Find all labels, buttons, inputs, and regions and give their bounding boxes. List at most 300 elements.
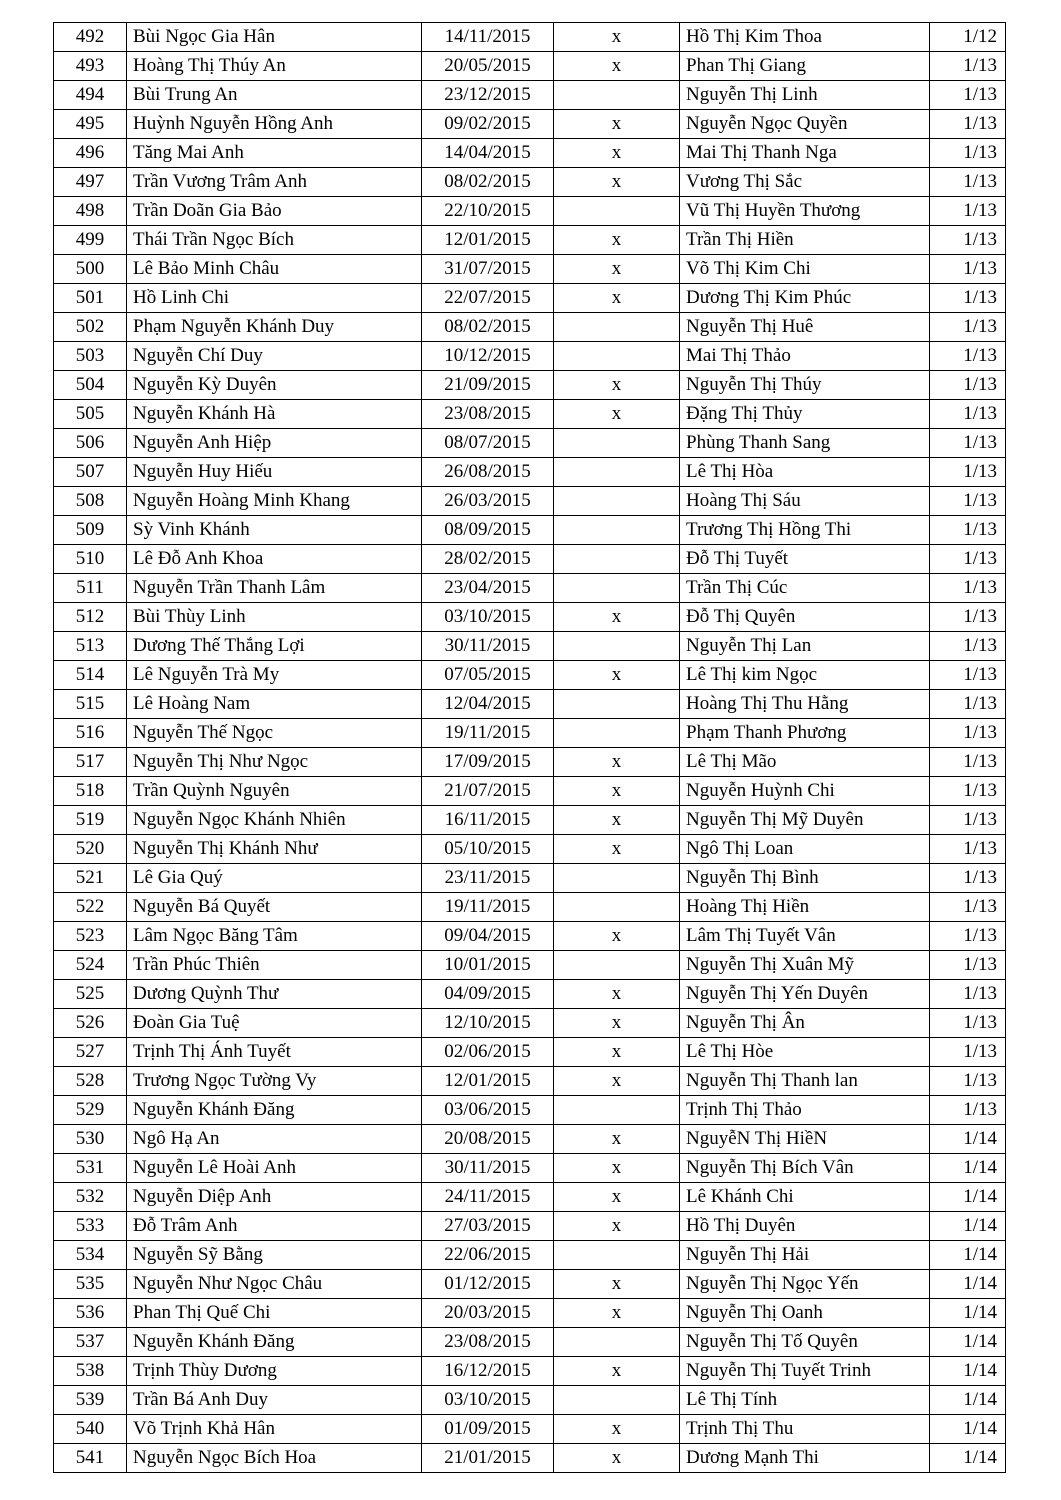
table-row	[54, 748, 1006, 777]
class-code: 1/13	[930, 139, 1006, 168]
student-name: Trần Vương Trâm Anh	[127, 168, 422, 197]
female-mark	[554, 1386, 680, 1415]
birth-date: 03/10/2015	[422, 603, 554, 632]
row-number: 499	[54, 226, 127, 255]
birth-date: 27/03/2015	[422, 1212, 554, 1241]
class-code: 1/14	[930, 1241, 1006, 1270]
row-number: 526	[54, 1009, 127, 1038]
female-mark: x	[554, 110, 680, 139]
class-code: 1/13	[930, 545, 1006, 574]
row-number: 493	[54, 52, 127, 81]
parent-name: Phạm Thanh Phương	[680, 719, 930, 748]
parent-name: Trần Thị Hiền	[680, 226, 930, 255]
birth-date: 03/10/2015	[422, 1386, 554, 1415]
parent-name: Hoàng Thị Hiền	[680, 893, 930, 922]
birth-date: 22/10/2015	[422, 197, 554, 226]
birth-date: 19/11/2015	[422, 719, 554, 748]
table-row	[54, 980, 1006, 1009]
student-name: Tăng Mai Anh	[127, 139, 422, 168]
parent-name: Lê Thị Mão	[680, 748, 930, 777]
class-code: 1/13	[930, 603, 1006, 632]
birth-date: 09/02/2015	[422, 110, 554, 139]
class-code: 1/13	[930, 690, 1006, 719]
parent-name: Đặng Thị Thủy	[680, 400, 930, 429]
student-name: Nguyễn Trần Thanh Lâm	[127, 574, 422, 603]
birth-date: 07/05/2015	[422, 661, 554, 690]
parent-name: Nguyễn Thị Tuyết Trinh	[680, 1357, 930, 1386]
female-mark: x	[554, 748, 680, 777]
female-mark: x	[554, 1125, 680, 1154]
student-name: Nguyễn Như Ngọc Châu	[127, 1270, 422, 1299]
female-mark: x	[554, 777, 680, 806]
parent-name: Vũ Thị Huyền Thương	[680, 197, 930, 226]
row-number: 513	[54, 632, 127, 661]
class-code: 1/14	[930, 1357, 1006, 1386]
student-list-sheet	[53, 22, 1005, 1473]
table-row	[54, 1009, 1006, 1038]
female-mark	[554, 864, 680, 893]
female-mark: x	[554, 980, 680, 1009]
row-number: 538	[54, 1357, 127, 1386]
female-mark: x	[554, 922, 680, 951]
student-name: Phan Thị Quế Chi	[127, 1299, 422, 1328]
birth-date: 17/09/2015	[422, 748, 554, 777]
student-name: Sỳ Vinh Khánh	[127, 516, 422, 545]
birth-date: 23/08/2015	[422, 1328, 554, 1357]
female-mark: x	[554, 371, 680, 400]
birth-date: 21/01/2015	[422, 1444, 554, 1473]
class-code: 1/13	[930, 632, 1006, 661]
student-name: Lê Hoàng Nam	[127, 690, 422, 719]
student-name: Đoàn Gia Tuệ	[127, 1009, 422, 1038]
female-mark: x	[554, 1038, 680, 1067]
table-row	[54, 632, 1006, 661]
parent-name: Nguyễn Thị Lan	[680, 632, 930, 661]
birth-date: 12/01/2015	[422, 226, 554, 255]
birth-date: 31/07/2015	[422, 255, 554, 284]
class-code: 1/13	[930, 574, 1006, 603]
female-mark	[554, 574, 680, 603]
class-code: 1/13	[930, 284, 1006, 313]
class-code: 1/13	[930, 313, 1006, 342]
class-code: 1/13	[930, 951, 1006, 980]
class-code: 1/13	[930, 226, 1006, 255]
birth-date: 12/01/2015	[422, 1067, 554, 1096]
row-number: 512	[54, 603, 127, 632]
female-mark: x	[554, 835, 680, 864]
student-name: Thái Trần Ngọc Bích	[127, 226, 422, 255]
student-name: Nguyễn Bá Quyết	[127, 893, 422, 922]
table-row	[54, 23, 1006, 52]
class-code: 1/13	[930, 661, 1006, 690]
table-row	[54, 690, 1006, 719]
table-row	[54, 197, 1006, 226]
table-row	[54, 1299, 1006, 1328]
class-code: 1/14	[930, 1183, 1006, 1212]
birth-date: 20/05/2015	[422, 52, 554, 81]
row-number: 514	[54, 661, 127, 690]
female-mark: x	[554, 139, 680, 168]
female-mark: x	[554, 661, 680, 690]
table-row	[54, 429, 1006, 458]
table-row	[54, 168, 1006, 197]
table-row	[54, 893, 1006, 922]
row-number: 507	[54, 458, 127, 487]
parent-name: Nguyễn Thị Mỹ Duyên	[680, 806, 930, 835]
student-name: Nguyễn Khánh Hà	[127, 400, 422, 429]
female-mark	[554, 81, 680, 110]
table-row	[54, 487, 1006, 516]
parent-name: Trịnh Thị Thảo	[680, 1096, 930, 1125]
female-mark: x	[554, 1183, 680, 1212]
parent-name: Đỗ Thị Quyên	[680, 603, 930, 632]
parent-name: Hồ Thị Duyên	[680, 1212, 930, 1241]
female-mark	[554, 632, 680, 661]
student-name: Lê Gia Quý	[127, 864, 422, 893]
class-code: 1/14	[930, 1154, 1006, 1183]
student-name: Nguyễn Sỹ Bằng	[127, 1241, 422, 1270]
table-row	[54, 342, 1006, 371]
birth-date: 30/11/2015	[422, 632, 554, 661]
student-name: Đỗ Trâm Anh	[127, 1212, 422, 1241]
class-code: 1/13	[930, 835, 1006, 864]
class-code: 1/13	[930, 1009, 1006, 1038]
row-number: 523	[54, 922, 127, 951]
row-number: 527	[54, 1038, 127, 1067]
female-mark	[554, 1328, 680, 1357]
row-number: 532	[54, 1183, 127, 1212]
student-name: Nguyễn Lê Hoài Anh	[127, 1154, 422, 1183]
birth-date: 02/06/2015	[422, 1038, 554, 1067]
class-code: 1/14	[930, 1299, 1006, 1328]
table-row	[54, 1038, 1006, 1067]
parent-name: Nguyễn Thị Hải	[680, 1241, 930, 1270]
student-name: Nguyễn Thế Ngọc	[127, 719, 422, 748]
female-mark: x	[554, 1299, 680, 1328]
row-number: 533	[54, 1212, 127, 1241]
birth-date: 12/04/2015	[422, 690, 554, 719]
row-number: 535	[54, 1270, 127, 1299]
student-name: Bùi Ngọc Gia Hân	[127, 23, 422, 52]
row-number: 494	[54, 81, 127, 110]
class-code: 1/13	[930, 458, 1006, 487]
parent-name: Vương Thị Sắc	[680, 168, 930, 197]
parent-name: Nguyễn Thị Linh	[680, 81, 930, 110]
table-row	[54, 458, 1006, 487]
birth-date: 03/06/2015	[422, 1096, 554, 1125]
class-code: 1/13	[930, 1096, 1006, 1125]
parent-name: Nguyễn Thị Oanh	[680, 1299, 930, 1328]
table-row	[54, 864, 1006, 893]
female-mark: x	[554, 1067, 680, 1096]
row-number: 516	[54, 719, 127, 748]
class-code: 1/13	[930, 980, 1006, 1009]
class-code: 1/13	[930, 487, 1006, 516]
student-name: Nguyễn Thị Như Ngọc	[127, 748, 422, 777]
birth-date: 10/12/2015	[422, 342, 554, 371]
table-row	[54, 574, 1006, 603]
female-mark	[554, 690, 680, 719]
row-number: 505	[54, 400, 127, 429]
class-code: 1/13	[930, 1067, 1006, 1096]
student-name: Lê Đỗ Anh Khoa	[127, 545, 422, 574]
row-number: 496	[54, 139, 127, 168]
table-row	[54, 806, 1006, 835]
table-row	[54, 1154, 1006, 1183]
birth-date: 20/08/2015	[422, 1125, 554, 1154]
female-mark	[554, 458, 680, 487]
parent-name: Phan Thị Giang	[680, 52, 930, 81]
parent-name: Nguyễn Thị Tố Quyên	[680, 1328, 930, 1357]
row-number: 529	[54, 1096, 127, 1125]
parent-name: Nguyễn Thị Thúy	[680, 371, 930, 400]
birth-date: 23/08/2015	[422, 400, 554, 429]
female-mark	[554, 719, 680, 748]
table-row	[54, 1444, 1006, 1473]
row-number: 534	[54, 1241, 127, 1270]
row-number: 539	[54, 1386, 127, 1415]
student-table-body	[54, 23, 1006, 1473]
female-mark	[554, 487, 680, 516]
student-name: Hồ Linh Chi	[127, 284, 422, 313]
class-code: 1/13	[930, 168, 1006, 197]
birth-date: 22/07/2015	[422, 284, 554, 313]
female-mark	[554, 1096, 680, 1125]
table-row	[54, 139, 1006, 168]
table-row	[54, 922, 1006, 951]
parent-name: Mai Thị Thảo	[680, 342, 930, 371]
table-row	[54, 313, 1006, 342]
student-name: Lê Nguyễn Trà My	[127, 661, 422, 690]
parent-name: Hồ Thị Kim Thoa	[680, 23, 930, 52]
birth-date: 08/02/2015	[422, 168, 554, 197]
female-mark: x	[554, 168, 680, 197]
student-name: Nguyễn Ngọc Khánh Nhiên	[127, 806, 422, 835]
class-code: 1/14	[930, 1212, 1006, 1241]
birth-date: 08/07/2015	[422, 429, 554, 458]
row-number: 503	[54, 342, 127, 371]
parent-name: Lê Khánh Chi	[680, 1183, 930, 1212]
class-code: 1/13	[930, 371, 1006, 400]
class-code: 1/14	[930, 1270, 1006, 1299]
table-row	[54, 1125, 1006, 1154]
female-mark: x	[554, 1444, 680, 1473]
row-number: 519	[54, 806, 127, 835]
parent-name: Nguyễn Ngọc Quyền	[680, 110, 930, 139]
class-code: 1/13	[930, 777, 1006, 806]
row-number: 508	[54, 487, 127, 516]
row-number: 510	[54, 545, 127, 574]
birth-date: 01/09/2015	[422, 1415, 554, 1444]
parent-name: Dương Mạnh Thi	[680, 1444, 930, 1473]
student-name: Lê Bảo Minh Châu	[127, 255, 422, 284]
table-row	[54, 1096, 1006, 1125]
row-number: 521	[54, 864, 127, 893]
parent-name: Nguyễn Thị Huê	[680, 313, 930, 342]
student-name: Trịnh Thùy Dương	[127, 1357, 422, 1386]
class-code: 1/14	[930, 1444, 1006, 1473]
table-row	[54, 1183, 1006, 1212]
parent-name: Lê Thị Hòa	[680, 458, 930, 487]
table-row	[54, 110, 1006, 139]
table-row	[54, 951, 1006, 980]
table-row	[54, 1415, 1006, 1444]
parent-name: Phùng Thanh Sang	[680, 429, 930, 458]
table-row	[54, 1270, 1006, 1299]
row-number: 517	[54, 748, 127, 777]
class-code: 1/13	[930, 81, 1006, 110]
parent-name: Đỗ Thị Tuyết	[680, 545, 930, 574]
birth-date: 20/03/2015	[422, 1299, 554, 1328]
female-mark: x	[554, 255, 680, 284]
female-mark	[554, 197, 680, 226]
student-name: Trần Quỳnh Nguyên	[127, 777, 422, 806]
row-number: 515	[54, 690, 127, 719]
row-number: 525	[54, 980, 127, 1009]
birth-date: 16/12/2015	[422, 1357, 554, 1386]
parent-name: Lê Thị Hòe	[680, 1038, 930, 1067]
student-name: Nguyễn Kỳ Duyên	[127, 371, 422, 400]
student-name: Nguyễn Khánh Đăng	[127, 1328, 422, 1357]
row-number: 504	[54, 371, 127, 400]
class-code: 1/14	[930, 1415, 1006, 1444]
class-code: 1/13	[930, 110, 1006, 139]
class-code: 1/13	[930, 255, 1006, 284]
student-name: Bùi Trung An	[127, 81, 422, 110]
class-code: 1/13	[930, 197, 1006, 226]
female-mark	[554, 516, 680, 545]
student-name: Võ Trịnh Khả Hân	[127, 1415, 422, 1444]
table-row	[54, 661, 1006, 690]
class-code: 1/13	[930, 516, 1006, 545]
student-name: Bùi Thùy Linh	[127, 603, 422, 632]
student-name: Nguyễn Huy Hiếu	[127, 458, 422, 487]
birth-date: 19/11/2015	[422, 893, 554, 922]
female-mark: x	[554, 603, 680, 632]
row-number: 498	[54, 197, 127, 226]
row-number: 541	[54, 1444, 127, 1473]
birth-date: 23/12/2015	[422, 81, 554, 110]
row-number: 495	[54, 110, 127, 139]
class-code: 1/14	[930, 1328, 1006, 1357]
student-name: Hoàng Thị Thúy An	[127, 52, 422, 81]
table-row	[54, 1241, 1006, 1270]
table-row	[54, 603, 1006, 632]
birth-date: 26/03/2015	[422, 487, 554, 516]
student-name: Nguyễn Anh Hiệp	[127, 429, 422, 458]
parent-name: Ngô Thị Loan	[680, 835, 930, 864]
row-number: 501	[54, 284, 127, 313]
class-code: 1/14	[930, 1125, 1006, 1154]
parent-name: Lê Thị Tính	[680, 1386, 930, 1415]
parent-name: Lê Thị kim Ngọc	[680, 661, 930, 690]
birth-date: 22/06/2015	[422, 1241, 554, 1270]
female-mark: x	[554, 806, 680, 835]
female-mark	[554, 893, 680, 922]
row-number: 530	[54, 1125, 127, 1154]
parent-name: Nguyễn Thị Thanh lan	[680, 1067, 930, 1096]
table-row	[54, 81, 1006, 110]
class-code: 1/13	[930, 748, 1006, 777]
parent-name: Nguyễn Thị Bình	[680, 864, 930, 893]
female-mark	[554, 313, 680, 342]
female-mark: x	[554, 400, 680, 429]
class-code: 1/13	[930, 864, 1006, 893]
table-row	[54, 1067, 1006, 1096]
table-row	[54, 1357, 1006, 1386]
birth-date: 05/10/2015	[422, 835, 554, 864]
birth-date: 09/04/2015	[422, 922, 554, 951]
parent-name: Dương Thị Kim Phúc	[680, 284, 930, 313]
student-name: Lâm Ngọc Băng Tâm	[127, 922, 422, 951]
row-number: 522	[54, 893, 127, 922]
row-number: 536	[54, 1299, 127, 1328]
female-mark: x	[554, 226, 680, 255]
table-row	[54, 52, 1006, 81]
student-name: Nguyễn Chí Duy	[127, 342, 422, 371]
female-mark	[554, 342, 680, 371]
class-code: 1/13	[930, 400, 1006, 429]
birth-date: 14/04/2015	[422, 139, 554, 168]
parent-name: Nguyễn Thị Ngọc Yến	[680, 1270, 930, 1299]
class-code: 1/13	[930, 342, 1006, 371]
female-mark: x	[554, 1357, 680, 1386]
table-row	[54, 835, 1006, 864]
birth-date: 08/02/2015	[422, 313, 554, 342]
class-code: 1/13	[930, 922, 1006, 951]
student-name: Phạm Nguyễn Khánh Duy	[127, 313, 422, 342]
row-number: 524	[54, 951, 127, 980]
birth-date: 04/09/2015	[422, 980, 554, 1009]
class-code: 1/13	[930, 1038, 1006, 1067]
row-number: 502	[54, 313, 127, 342]
table-row	[54, 400, 1006, 429]
student-name: Nguyễn Thị Khánh Như	[127, 835, 422, 864]
female-mark: x	[554, 1009, 680, 1038]
row-number: 497	[54, 168, 127, 197]
student-name: Trương Ngọc Tường Vy	[127, 1067, 422, 1096]
class-code: 1/13	[930, 429, 1006, 458]
class-code: 1/13	[930, 52, 1006, 81]
student-name: Nguyễn Hoàng Minh Khang	[127, 487, 422, 516]
row-number: 506	[54, 429, 127, 458]
parent-name: Nguyễn Huỳnh Chi	[680, 777, 930, 806]
row-number: 540	[54, 1415, 127, 1444]
table-row	[54, 545, 1006, 574]
parent-name: Nguyễn Thị Yến Duyên	[680, 980, 930, 1009]
row-number: 492	[54, 23, 127, 52]
female-mark: x	[554, 52, 680, 81]
row-number: 511	[54, 574, 127, 603]
birth-date: 01/12/2015	[422, 1270, 554, 1299]
birth-date: 28/02/2015	[422, 545, 554, 574]
student-name: Huỳnh Nguyễn Hồng Anh	[127, 110, 422, 139]
student-table	[53, 22, 1006, 1473]
birth-date: 08/09/2015	[422, 516, 554, 545]
student-name: Nguyễn Ngọc Bích Hoa	[127, 1444, 422, 1473]
table-row	[54, 1386, 1006, 1415]
parent-name: Nguyễn Thị Xuân Mỹ	[680, 951, 930, 980]
birth-date: 23/11/2015	[422, 864, 554, 893]
table-row	[54, 226, 1006, 255]
table-row	[54, 1328, 1006, 1357]
row-number: 500	[54, 255, 127, 284]
student-name: Dương Quỳnh Thư	[127, 980, 422, 1009]
table-row	[54, 1212, 1006, 1241]
class-code: 1/14	[930, 1386, 1006, 1415]
female-mark: x	[554, 23, 680, 52]
table-row	[54, 516, 1006, 545]
